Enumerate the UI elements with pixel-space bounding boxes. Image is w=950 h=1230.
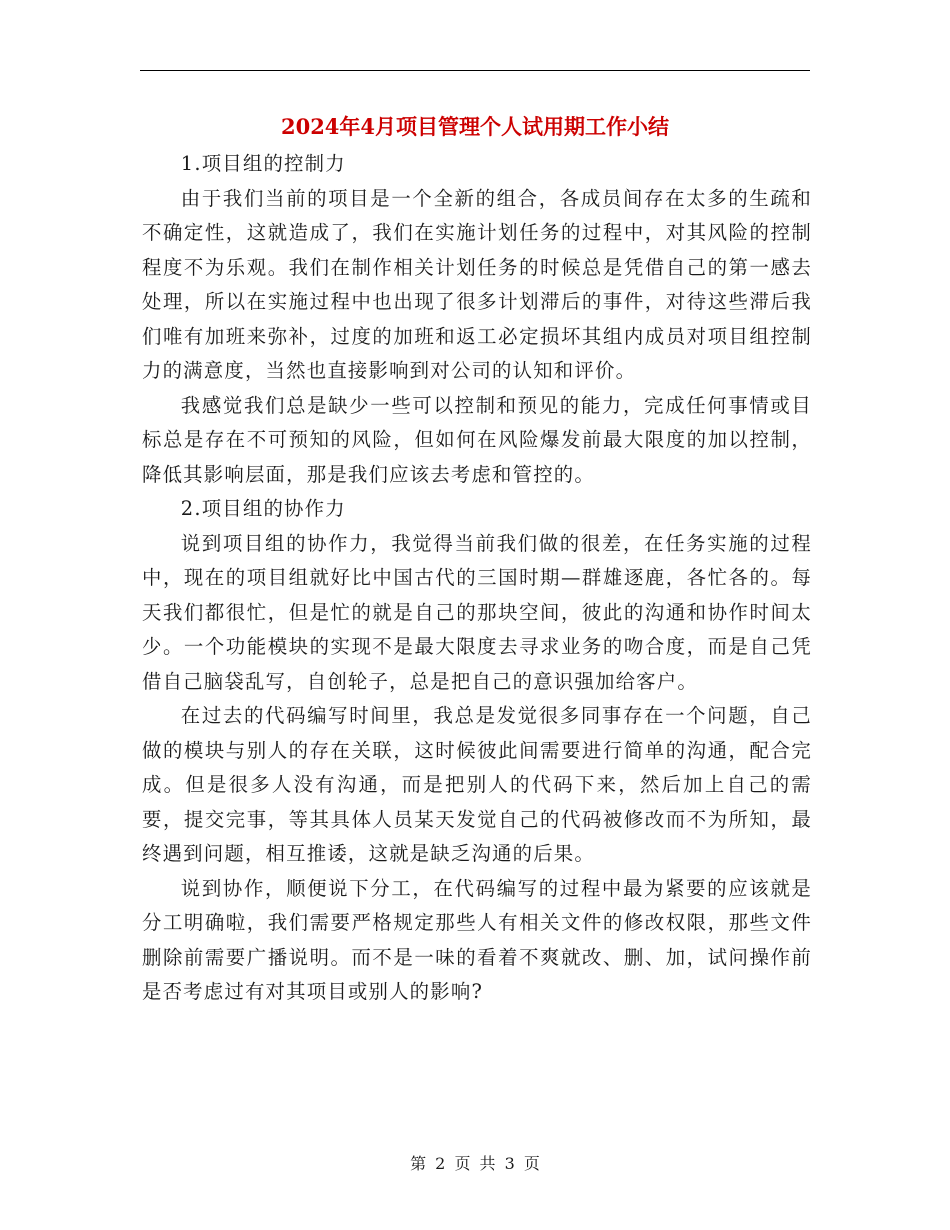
paragraph: 说到项目组的协作力，我觉得当前我们做的很差，在任务实施的过程中，现在的项目组就好比中国古代的三国时期—群雄逐鹿，各忙各的。每天我们都很忙，但是忙的就是自己的那块空间，彼此的沟通和协作时间太少。一个功能模块的实现不是最大限度去寻求业务的吻合度，而是自己凭借自己脑袋乱写，自创轮子，总是把自己的意识强加给客户。 (142, 531, 812, 693)
paragraph: 我感觉我们总是缺少一些可以控制和预见的能力，完成任何事情或目标总是存在不可预知的风险，但如何在风险爆发前最大限度的加以控制，降低其影响层面，那是我们应该去考虑和管控的。 (142, 393, 812, 486)
paragraph: 在过去的代码编写时间里，我总是发觉很多同事存在一个问题，自己做的模块与别人的存在关联，这时候彼此间需要进行简单的沟通，配合完成。但是很多人没有沟通，而是把别人的代码下来，然后加上自己的需要，提交完事，等其具体人员某天发觉自己的代码被修改而不为所知，最终遇到问题，相互推诿，这就是缺乏沟通的后果。 (142, 704, 812, 865)
document-title: 2024年4月项目管理个人试用期工作小结 (280, 114, 670, 139)
section-heading-collaboration: 2.项目组的协作力 (180, 497, 346, 520)
header-rule (140, 70, 810, 71)
paragraph: 说到协作，顺便说下分工，在代码编写的过程中最为紧要的应该就是分工明确啦，我们需要严格规定那些人有相关文件的修改权限，那些文件删除前需要广播说明。而不是一味的看着不爽就改、删、加，试问操作前是否考虑过有对其项目或别人的影响? (142, 876, 812, 1003)
section-heading-control: 1.项目组的控制力 (180, 152, 346, 175)
page-footer: 第 2 页 共 3 页 (410, 1154, 540, 1173)
paragraph: 由于我们当前的项目是一个全新的组合，各成员间存在太多的生疏和不确定性，这就造成了，我们在实施计划任务的过程中，对其风险的控制程度不为乐观。我们在制作相关计划任务的时候总是凭借自己的第一感去处理，所以在实施过程中也出现了很多计划滞后的事件，对待这些滞后我们唯有加班来弥补，过度的加班和返工必定损坏其组内成员对项目组控制力的满意度，当然也直接影响到对公司的认知和评价。 (142, 186, 812, 382)
document-body (142, 147, 812, 1010)
